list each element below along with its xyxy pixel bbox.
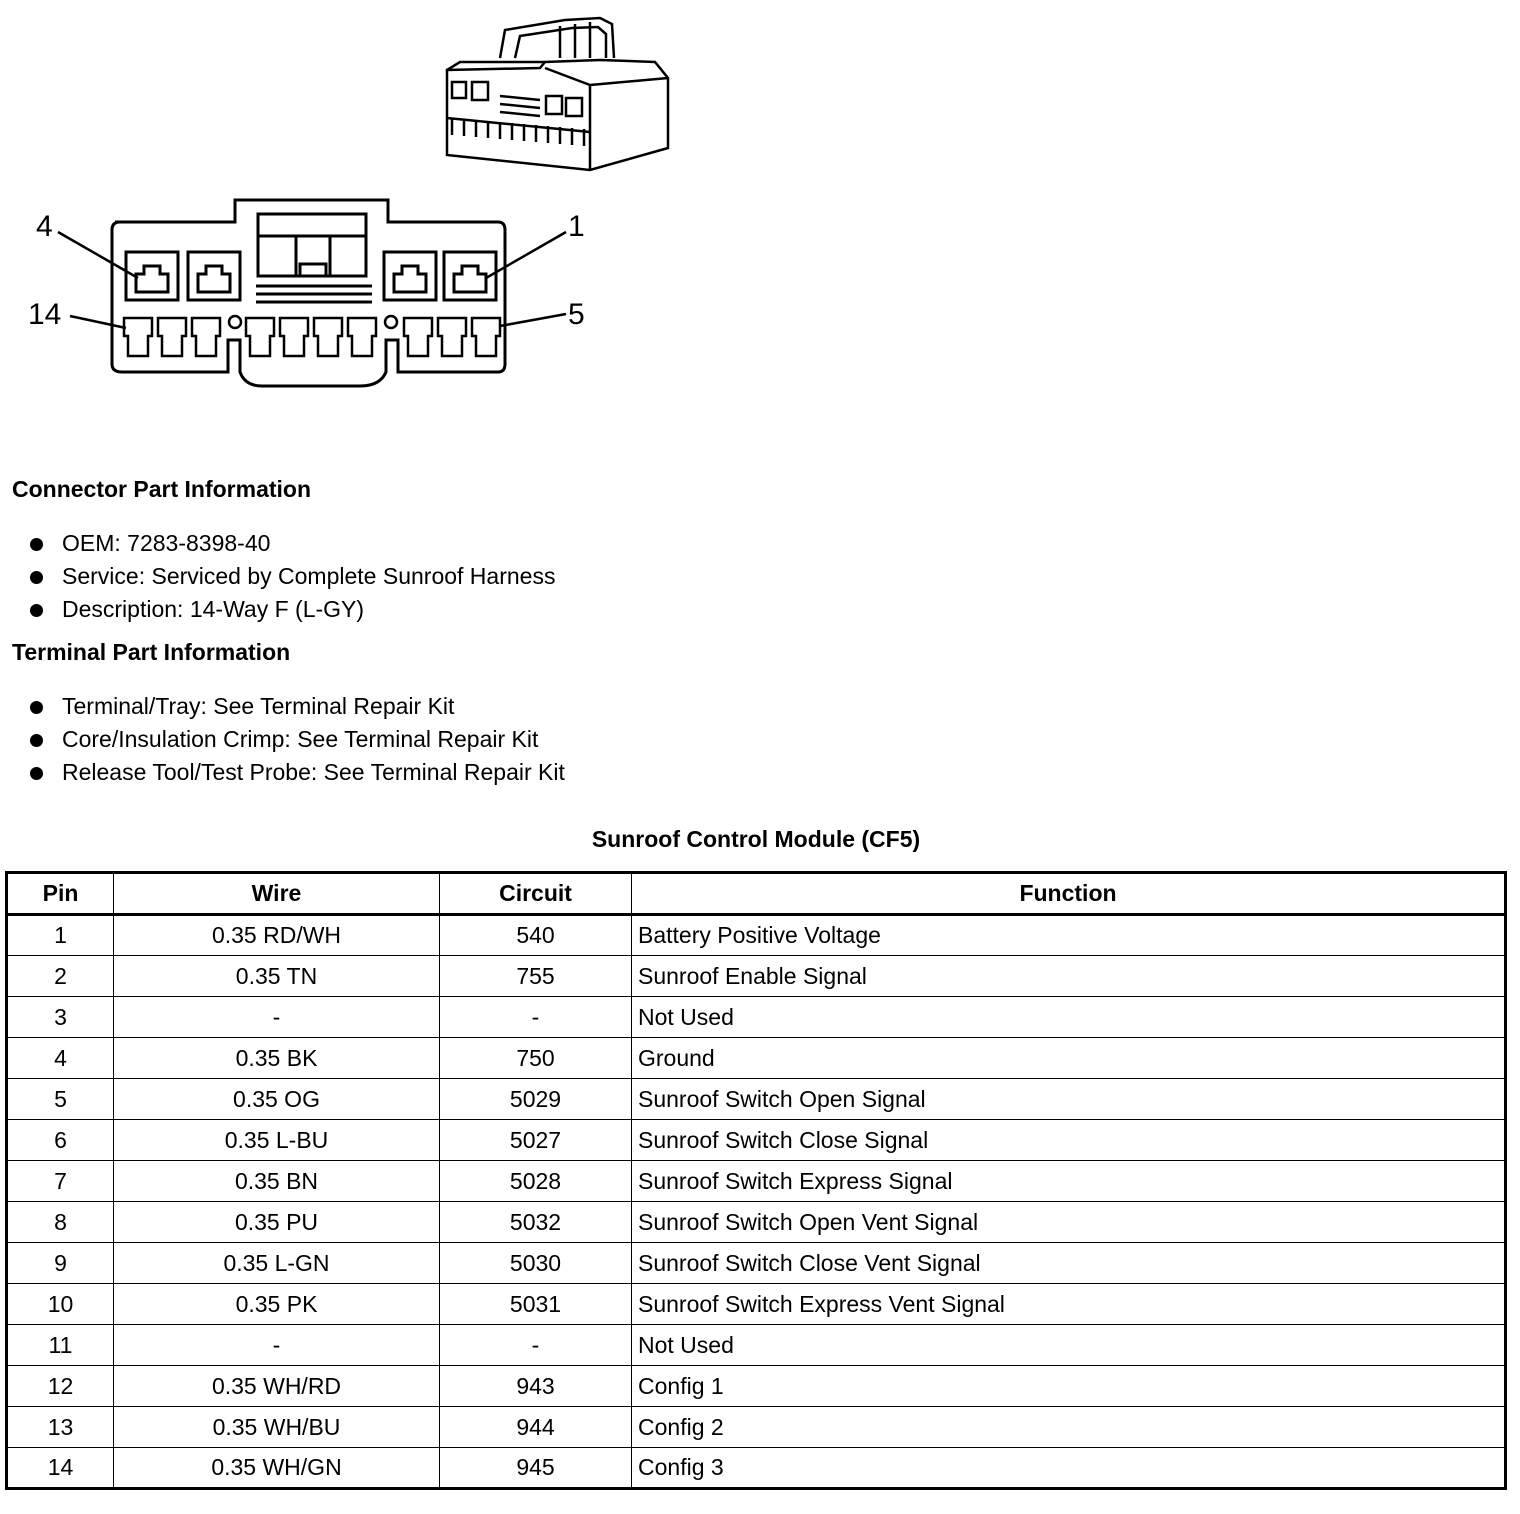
callout-pin-14: 14: [28, 298, 62, 331]
table-row: [7, 1407, 1506, 1448]
cell-function: Sunroof Switch Express Signal: [632, 1161, 1506, 1202]
cell-wire: 0.35 BK: [114, 1038, 440, 1079]
table-row: [7, 1243, 1506, 1284]
callout-pin-1: 1: [568, 210, 585, 243]
connector-iso-view: [447, 18, 668, 170]
cell-pin: 9: [7, 1243, 114, 1284]
cell-function: Battery Positive Voltage: [632, 915, 1506, 956]
callout-pin-4: 4: [36, 210, 53, 243]
table-row: [7, 1448, 1506, 1489]
cell-circuit: 5030: [440, 1243, 632, 1284]
cell-wire: 0.35 L-BU: [114, 1120, 440, 1161]
cell-wire: 0.35 BN: [114, 1161, 440, 1202]
table-row: [7, 1038, 1506, 1079]
cell-function: Not Used: [632, 997, 1506, 1038]
cell-circuit: 540: [440, 915, 632, 956]
cell-wire: 0.35 TN: [114, 956, 440, 997]
header-wire: Wire: [114, 873, 440, 915]
cell-wire: 0.35 WH/RD: [114, 1366, 440, 1407]
cell-pin: 3: [7, 997, 114, 1038]
table-row: [7, 915, 1506, 956]
cell-circuit: 755: [440, 956, 632, 997]
cell-circuit: 5031: [440, 1284, 632, 1325]
cell-function: Config 2: [632, 1407, 1506, 1448]
cell-pin: 2: [7, 956, 114, 997]
table-row: [7, 1202, 1506, 1243]
cell-circuit: 5028: [440, 1161, 632, 1202]
cell-wire: 0.35 PU: [114, 1202, 440, 1243]
cell-function: Sunroof Switch Close Signal: [632, 1120, 1506, 1161]
list-item: Description: 14-Way F (L-GY): [0, 593, 555, 626]
callout-pin-5: 5: [568, 298, 585, 331]
cell-wire: 0.35 WH/BU: [114, 1407, 440, 1448]
cell-function: Sunroof Enable Signal: [632, 956, 1506, 997]
connector-info-title: Connector Part Information: [12, 476, 312, 502]
cell-circuit: 944: [440, 1407, 632, 1448]
cell-circuit: -: [440, 997, 632, 1038]
cell-wire: -: [114, 1325, 440, 1366]
table-row: [7, 1120, 1506, 1161]
connector-face-view: [112, 200, 505, 386]
cell-function: Sunroof Switch Open Signal: [632, 1079, 1506, 1120]
list-item: OEM: 7283-8398-40: [0, 527, 555, 560]
cell-wire: -: [114, 997, 440, 1038]
table-row: [7, 1325, 1506, 1366]
cell-circuit: -: [440, 1325, 632, 1366]
table-title: Sunroof Control Module (CF5): [591, 826, 921, 852]
table-row: [7, 997, 1506, 1038]
cell-circuit: 750: [440, 1038, 632, 1079]
cell-circuit: 5027: [440, 1120, 632, 1161]
cell-pin: 11: [7, 1325, 114, 1366]
cell-circuit: 5029: [440, 1079, 632, 1120]
list-item: Release Tool/Test Probe: See Terminal Repair Kit: [0, 756, 565, 789]
list-item: Core/Insulation Crimp: See Terminal Repair Kit: [0, 723, 565, 756]
cell-pin: 7: [7, 1161, 114, 1202]
cell-wire: 0.35 OG: [114, 1079, 440, 1120]
cell-function: Sunroof Switch Close Vent Signal: [632, 1243, 1506, 1284]
connector-diagram: [0, 0, 720, 420]
table-row: [7, 1366, 1506, 1407]
cell-wire: 0.35 WH/GN: [114, 1448, 440, 1489]
cell-circuit: 943: [440, 1366, 632, 1407]
cell-pin: 10: [7, 1284, 114, 1325]
cell-pin: 14: [7, 1448, 114, 1489]
list-item: Service: Serviced by Complete Sunroof Harness: [0, 560, 555, 593]
connector-info-list: [0, 527, 555, 626]
cell-pin: 12: [7, 1366, 114, 1407]
callout-leaders: [58, 232, 566, 328]
table-row: [7, 1079, 1506, 1120]
cell-pin: 4: [7, 1038, 114, 1079]
cell-circuit: 5032: [440, 1202, 632, 1243]
cell-pin: 6: [7, 1120, 114, 1161]
header-function: Function: [632, 873, 1506, 915]
terminal-info-title: Terminal Part Information: [12, 639, 291, 665]
pinout-table: [5, 871, 1507, 1490]
cell-function: Config 1: [632, 1366, 1506, 1407]
cell-function: Sunroof Switch Express Vent Signal: [632, 1284, 1506, 1325]
cell-wire: 0.35 PK: [114, 1284, 440, 1325]
cell-pin: 1: [7, 915, 114, 956]
cell-wire: 0.35 L-GN: [114, 1243, 440, 1284]
cell-function: Sunroof Switch Open Vent Signal: [632, 1202, 1506, 1243]
header-circuit: Circuit: [440, 873, 632, 915]
table-row: [7, 1161, 1506, 1202]
table-row: [7, 1284, 1506, 1325]
cell-pin: 13: [7, 1407, 114, 1448]
cell-pin: 5: [7, 1079, 114, 1120]
cell-function: Ground: [632, 1038, 1506, 1079]
header-pin: Pin: [7, 873, 114, 915]
cell-function: Config 3: [632, 1448, 1506, 1489]
cell-function: Not Used: [632, 1325, 1506, 1366]
cell-circuit: 945: [440, 1448, 632, 1489]
table-header-row: [7, 873, 1506, 915]
table-row: [7, 956, 1506, 997]
terminal-info-list: [0, 690, 565, 789]
cell-pin: 8: [7, 1202, 114, 1243]
cell-wire: 0.35 RD/WH: [114, 915, 440, 956]
list-item: Terminal/Tray: See Terminal Repair Kit: [0, 690, 565, 723]
